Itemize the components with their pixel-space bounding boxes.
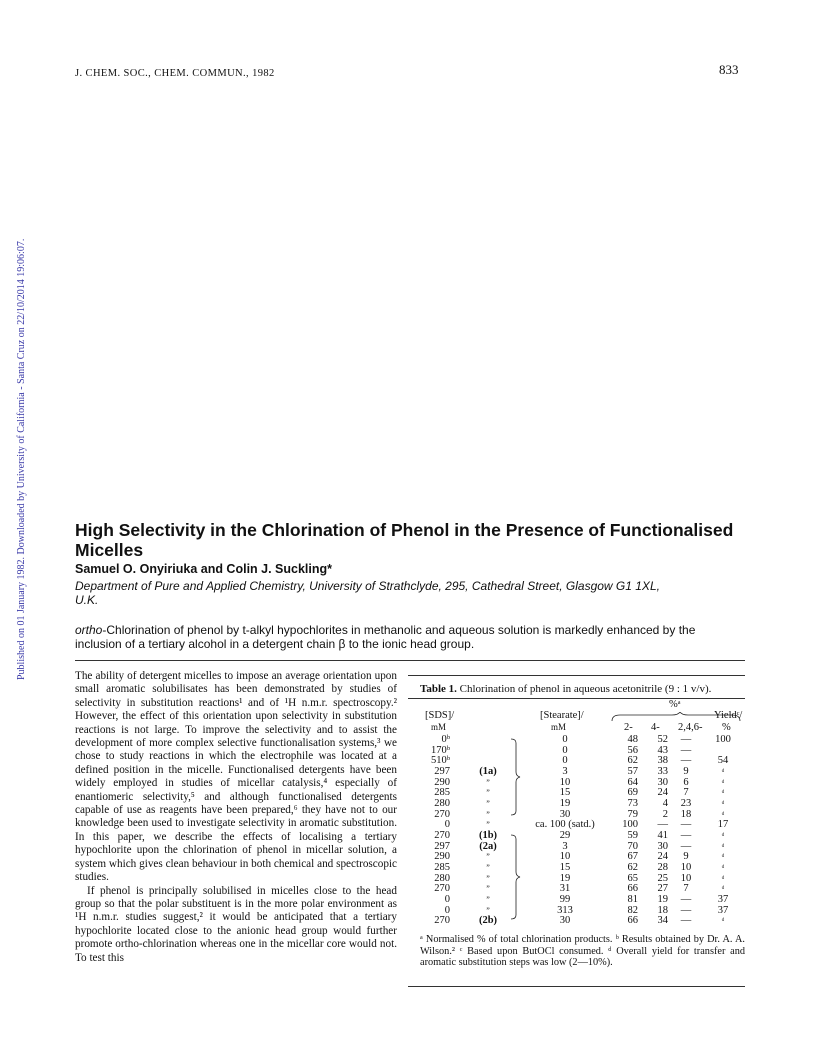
cell-trichloro: — — [680, 755, 692, 767]
cell-para: 52 — [657, 734, 668, 745]
watermark-text[interactable]: Published on 01 January 1982. Downloaded by University of California - Santa Cruz on 22/10/2014 19:06:07. — [16, 238, 27, 680]
cell-para: 18 — [657, 904, 668, 916]
body-paragraph-1: The ability of detergent micelles to impose an average orientation upon small aromatic solubilisates has been demonstrated by studies of selectivity in substitution reactions¹ and of ¹H n.m.r. spectroscopy.² However, the effect of this orientation upon selectivity in substitution reactions is not large. To improve the selectivity and to assist the development of more complex selective functionalisation systems,³ we chose to study reactions in which the electrophile was located at a defined position in the micelle. Functionalised detergents have been widely employed in studies of micellar catalysis,⁴ especially of enantiomeric selectivity,⁵ and although functionalised detergents capable of use as reagents have been prepared,⁶ they have not to our knowledge been used to investigate selectivity in aromatic substitution. In this paper, we describe the effects of localising a tertiary hypochlorite upon the chlorination of phenol in micellar solution, a system which gives clean behaviour in both chemical and spectroscopic studies. — [75, 670, 397, 884]
table-row — [408, 842, 742, 853]
cell-ortho: 59 — [627, 829, 638, 841]
cell-ortho: 57 — [627, 765, 638, 777]
cell-detergent — [450, 746, 526, 757]
cell-stearate: ca. 100 (satd.) — [535, 819, 595, 831]
cell-detergent: ” — [486, 884, 490, 894]
cell-para: 19 — [657, 893, 668, 905]
cell-sds: 170ᵇ — [430, 744, 450, 756]
cell-ortho: 62 — [627, 755, 638, 767]
cell-para: 38 — [657, 755, 668, 767]
col-header-stearate: [Stearate]/ — [540, 710, 584, 721]
cell-para: 30 — [657, 776, 668, 788]
cell-para: 2 — [662, 808, 668, 820]
cell-ortho: 73 — [627, 797, 638, 809]
cell-sds: 280 — [434, 872, 450, 884]
cell-yield: ᵈ — [721, 830, 725, 840]
running-head: J. CHEM. SOC., CHEM. COMMUN., 1982 — [75, 68, 275, 79]
cell-yield: ᵈ — [721, 873, 725, 883]
table-row — [408, 778, 742, 789]
cell-yield: ᵈ — [721, 841, 725, 851]
cell-sds: 280 — [434, 797, 450, 809]
cell-detergent: ” — [486, 798, 490, 808]
cell-detergent: ” — [486, 905, 490, 915]
cell-stearate: 15 — [559, 861, 571, 873]
cell-yield: 37 — [717, 904, 729, 916]
col-header-para: 4- — [651, 722, 660, 733]
table-row — [408, 788, 742, 799]
cell-para: 43 — [657, 744, 668, 756]
cell-trichloro: — — [680, 904, 692, 916]
cell-trichloro: 10 — [680, 872, 692, 884]
cell-ortho: 66 — [627, 915, 638, 927]
cell-yield: 37 — [717, 893, 729, 905]
abstract-text: -Chlorination of phenol by t-alkyl hypochlorites in methanolic and aqueous solution is markedly enhanced by the inclusion of a tertiary alcohol in a detergent chain β to the ionic head group. — [75, 623, 696, 651]
cell-detergent: ” — [486, 862, 490, 872]
cell-yield: 54 — [717, 755, 729, 767]
cell-sds: 297 — [434, 765, 450, 777]
cell-yield: 100 — [715, 734, 731, 745]
table-row — [408, 831, 742, 842]
table-row — [408, 863, 742, 874]
cell-stearate: 0 — [562, 734, 568, 745]
col-header-yield-unit: % — [722, 722, 731, 733]
cell-stearate: 3 — [562, 840, 568, 852]
col-header-trichloro: 2,4,6- — [678, 722, 703, 733]
cell-stearate: 0 — [562, 744, 568, 756]
cell-yield: 17 — [717, 819, 729, 831]
table-row — [408, 874, 742, 885]
cell-stearate: 29 — [559, 829, 571, 841]
cell-ortho: 81 — [627, 893, 638, 905]
cell-stearate: 313 — [557, 904, 573, 916]
cell-detergent: (1b) — [478, 829, 498, 841]
cell-stearate: 10 — [559, 776, 571, 788]
cell-trichloro: 7 — [683, 883, 689, 895]
cell-stearate: 31 — [559, 883, 571, 895]
article-authors: Samuel O. Onyiriuka and Colin J. Suckling* — [75, 562, 333, 576]
abstract-italic: ortho — [75, 623, 103, 637]
cell-detergent: (1a) — [479, 765, 497, 777]
cell-stearate: 3 — [562, 765, 568, 777]
cell-sds: 0 — [444, 893, 450, 905]
cell-para: 34 — [657, 915, 668, 927]
body-column-left — [75, 670, 397, 965]
cell-para: 25 — [657, 872, 668, 884]
cell-trichloro: 10 — [680, 861, 692, 873]
table-row — [408, 799, 742, 810]
cell-para: 28 — [657, 861, 668, 873]
table-row — [408, 756, 742, 767]
cell-detergent: ” — [486, 852, 490, 862]
cell-sds: 285 — [434, 861, 450, 873]
cell-detergent: ” — [486, 788, 490, 798]
cell-sds: 0 — [444, 904, 450, 916]
cell-ortho: 48 — [627, 734, 638, 745]
table-top-rule — [408, 675, 745, 676]
table-row — [408, 916, 742, 927]
col-header-sds-unit: mM — [431, 722, 447, 732]
col-header-sds: [SDS]/ — [425, 710, 455, 721]
table-caption-rule — [408, 698, 745, 699]
cell-trichloro: — — [680, 829, 692, 841]
download-watermark — [3, 180, 27, 680]
cell-ortho: 69 — [627, 787, 638, 799]
cell-para: 27 — [657, 883, 668, 895]
cell-para: 30 — [657, 840, 668, 852]
cell-ortho: 82 — [627, 904, 638, 916]
cell-stearate: 99 — [559, 893, 571, 905]
results-table — [408, 735, 742, 927]
cell-ortho: 67 — [627, 851, 638, 863]
cell-para: 24 — [657, 787, 668, 799]
cell-stearate: 10 — [559, 851, 571, 863]
cell-ortho: 100 — [622, 819, 638, 831]
cell-stearate: 0 — [562, 755, 568, 767]
cell-trichloro: 23 — [680, 797, 692, 809]
cell-stearate: 30 — [559, 915, 571, 927]
body-paragraph-2: If phenol is principally solubilised in micelles close to the head group so that the polar substituent is in the more polar environment as ¹H n.m.r. studies suggest,² it would be anticipated that a tertiary hypochlorite located close to the anionic head group would further promote ortho-chlorination whereas one in the micellar core would not. To test this — [75, 884, 397, 964]
cell-trichloro: — — [680, 840, 692, 852]
table-end-rule — [408, 986, 745, 987]
cell-yield: ᵈ — [721, 852, 725, 862]
cell-ortho: 62 — [627, 861, 638, 873]
cell-detergent: (2b) — [478, 915, 498, 927]
table-footnote: ᵃ Normalised % of total chlorination products. ᵇ Results obtained by Dr. A. A. Wilson.² ᶜ Based upon ButOCl consumed. ᵈ Overall yield for transfer and aromatic substitution steps was low (2—10%). — [420, 934, 745, 968]
cell-sds: 290 — [434, 776, 450, 788]
cell-trichloro: 18 — [680, 808, 692, 820]
cell-stearate: 19 — [559, 797, 571, 809]
table-caption-text: Chlorination of phenol in aqueous acetonitrile (9 : 1 v/v). — [456, 683, 712, 695]
cell-detergent: ” — [486, 820, 490, 830]
cell-detergent: ” — [486, 809, 490, 819]
cell-sds: 0 — [444, 819, 450, 831]
table-row — [408, 746, 742, 757]
table-caption-label: Table 1. — [420, 683, 457, 695]
table-row — [408, 735, 742, 746]
cell-sds: 510ᵇ — [430, 755, 450, 767]
col-header-yield: Yieldᶜ/ — [714, 710, 743, 721]
table-row — [408, 895, 742, 906]
cell-detergent — [450, 735, 526, 746]
cell-detergent: ” — [486, 777, 490, 787]
cell-detergent: (2a) — [479, 840, 497, 852]
cell-sds: 270 — [434, 915, 450, 927]
table-row — [408, 906, 742, 917]
table-row — [408, 852, 742, 863]
cell-sds: 270 — [434, 883, 450, 895]
page-number: 833 — [719, 62, 739, 77]
cell-trichloro: 7 — [683, 787, 689, 799]
cell-yield: ᵈ — [721, 884, 725, 894]
cell-sds: 270 — [434, 808, 450, 820]
col-header-percent: %ᵃ — [669, 699, 681, 710]
article-title: High Selectivity in the Chlorination of Phenol in the Presence of Functionalised Micelles — [75, 520, 734, 560]
cell-trichloro: — — [680, 893, 692, 905]
cell-para: 24 — [657, 851, 668, 863]
cell-trichloro: — — [680, 734, 692, 745]
cell-yield: ᵈ — [721, 766, 725, 776]
cell-para: — — [657, 819, 668, 831]
table-row — [408, 820, 742, 831]
cell-yield: ᵈ — [721, 916, 725, 926]
cell-yield: ᵈ — [721, 809, 725, 819]
cell-para: 33 — [657, 765, 668, 777]
cell-sds: 285 — [434, 787, 450, 799]
cell-ortho: 64 — [627, 776, 638, 788]
cell-sds: 270 — [434, 829, 450, 841]
cell-para: 41 — [657, 829, 668, 841]
cell-ortho: 65 — [627, 872, 638, 884]
article-affiliation: Department of Pure and Applied Chemistry, University of Strathclyde, 295, Cathedral Street, Glasgow G1 1XL, U.K. — [75, 579, 660, 607]
cell-stearate: 15 — [559, 787, 571, 799]
cell-ortho: 66 — [627, 883, 638, 895]
cell-para: 4 — [662, 797, 668, 809]
col-header-stearate-unit: mM — [551, 722, 567, 732]
cell-trichloro: — — [680, 915, 692, 927]
cell-yield: ᵈ — [721, 788, 725, 798]
table-caption — [420, 683, 750, 696]
cell-trichloro: — — [680, 819, 692, 831]
cell-sds: 297 — [434, 840, 450, 852]
cell-ortho: 56 — [627, 744, 638, 756]
cell-sds: 0ᵇ — [441, 734, 450, 745]
cell-trichloro: 9 — [683, 851, 689, 863]
article-abstract — [75, 623, 745, 651]
cell-ortho: 70 — [627, 840, 638, 852]
col-header-ortho: 2- — [624, 722, 633, 733]
cell-trichloro: — — [680, 744, 692, 756]
cell-ortho: 79 — [627, 808, 638, 820]
cell-yield: ᵈ — [721, 798, 725, 808]
table-row — [408, 767, 742, 778]
cell-detergent: ” — [486, 873, 490, 883]
cell-trichloro: 9 — [683, 765, 689, 777]
cell-detergent: ” — [486, 894, 490, 904]
cell-trichloro: 6 — [683, 776, 689, 788]
cell-yield: ᵈ — [721, 862, 725, 872]
cell-stearate: 19 — [559, 872, 571, 884]
section-divider — [75, 660, 745, 661]
cell-stearate: 30 — [559, 808, 571, 820]
cell-sds: 290 — [434, 851, 450, 863]
table-row — [408, 884, 742, 895]
cell-yield: ᵈ — [721, 777, 725, 787]
